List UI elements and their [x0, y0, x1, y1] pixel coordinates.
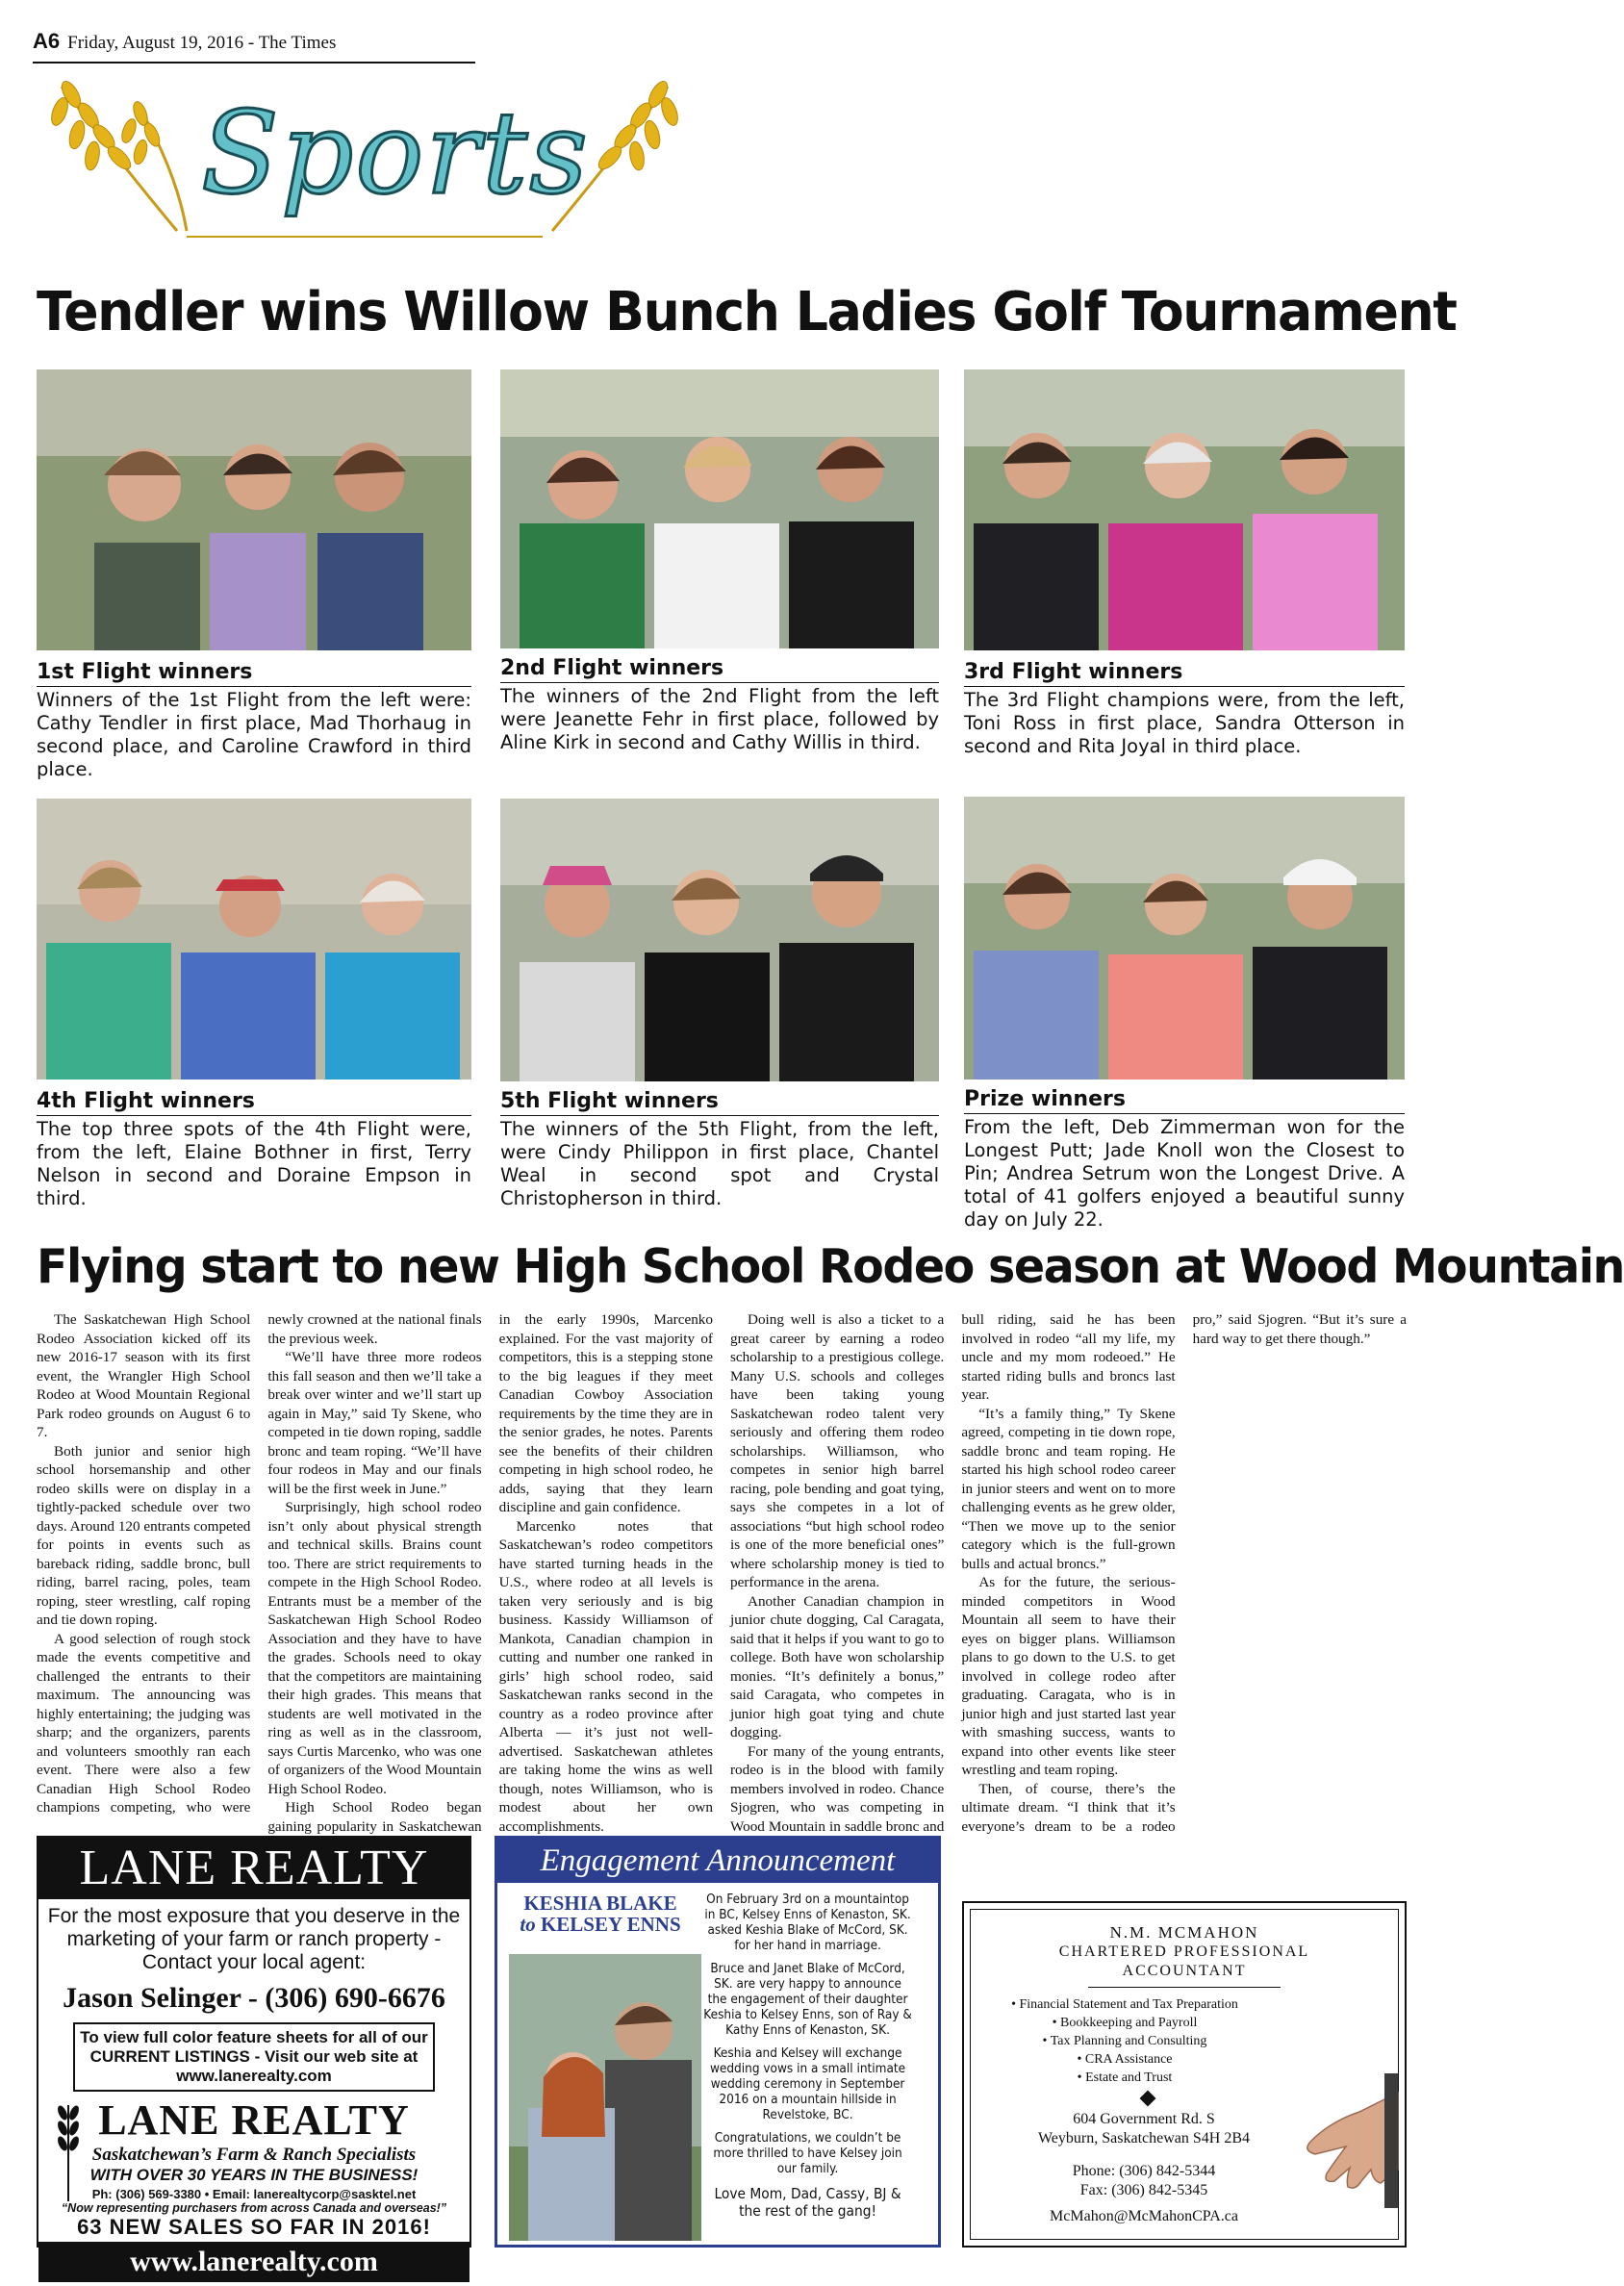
handshake-icon [1292, 2054, 1398, 2227]
caption-title-4: 4th Flight winners [37, 1089, 471, 1116]
mcmahon-phone: Phone: (306) 842-5344 [1072, 2163, 1216, 2179]
article-paragraph: Another Canadian champion in junior chute dogging, Cal Caragata, said that it helps if you want to go to college. Both have won scholarship monies. “It’s definitely a bonus,” said Caragata, who competes in junior high goat tying and chute dogging. [729, 1592, 945, 1740]
lane-agent: Jason Selinger - (306) 690-6676 [63, 1982, 445, 2014]
lane-realty-name: LANE REALTY [38, 1838, 469, 1899]
caption-title-3: 3rd Flight winners [964, 660, 1405, 687]
article-paragraph: “We’ll have three more rodeos this fall season and then we’ll take a break over winter and we’ll start up again in May,” said Ty Skene, who competed in tie down roping, saddle bronc and team roping. “We’ll have four rodeos in May and our finals will be the first week in June.” [267, 1349, 482, 1497]
photo-2nd-flight [500, 369, 939, 648]
rodeo-article [37, 1310, 1407, 1849]
article-paragraph: “It’s a family thing,” Ty Skene agreed, competing in tie down rope, saddle bronc and team roping. He started his high school rodeo career in junior steers and went on to more challenging events as he grew older, “Then we move up to the senior category which is the full-grown bulls and actual broncs.” [961, 1405, 1176, 1572]
service-item: • CRA Assistance [1077, 2052, 1173, 2067]
rodeo-headline: Flying start to new High School Rodeo season at Wood Mountain [37, 1239, 1624, 1294]
article-paragraph: Doing well is also a ticket to a great career by earning a rodeo scholarship to a prestigious college. Many U.S. schools and colleges have been taking young Saskatchewan rodeo talent very seriously and offering them rodeo scholarships. Williamson, who competes in senior high barrel racing, pole bending and goat tying, says she competes in a lot of associations “but high school rodeo is one of the more beneficial ones” where scholarship money is tied to performance in the arena. [729, 1311, 945, 1590]
caption-title-2: 2nd Flight winners [500, 656, 939, 683]
lane-reach: “Now representing purchasers from across Canada and overseas!” [61, 2201, 447, 2215]
mcmahon-title-2: ACCOUNTANT [1122, 1963, 1247, 1979]
service-item: • Tax Planning and Consulting [1042, 2034, 1207, 2048]
article-paragraph: Both junior and senior high school horsemanship and other rodeo skills were on display in a tightly-packed schedule over two days. Around 120 entrants competed for points in events such as bareback riding, saddle bronc, bull riding, barrel racing, poles, team roping, steer wrestling, calf roping and tie down roping. [37, 1442, 251, 1628]
mcmahon-address-1: 604 Government Rd. S [1073, 2111, 1215, 2127]
engagement-text [703, 1892, 912, 2227]
lane-realty-ad [37, 1836, 471, 2277]
mcmahon-name: N.M. MCMAHON [1109, 1923, 1259, 1942]
service-item: • Financial Statement and Tax Preparation [1011, 1997, 1238, 2012]
lane-contact: Ph: (306) 569-3380 • Email: lanerealtycorp@sasktel.net [91, 2187, 417, 2201]
caption-title-6: Prize winners [964, 1087, 1405, 1114]
lane-listing-note: To view full color feature sheets for all of our CURRENT LISTINGS - Visit our web site at www.lanerealty.com [73, 2022, 435, 2092]
caption-title-5: 5th Flight winners [500, 1089, 939, 1116]
caption-text-5: The winners of the 5th Flight, from the left, were Cindy Philippon in first place, Chantel Weal in second spot and Crystal Christopherson in third. [500, 1118, 939, 1209]
service-item: • Bookkeeping and Payroll [1052, 2016, 1198, 2030]
engagement-photo [509, 1954, 701, 2241]
caption-text-3: The 3rd Flight champions were, from the left, Toni Ross in first place, Sandra Otterson in second and Rita Joyal in third place. [964, 689, 1405, 757]
engagement-names [509, 1892, 692, 1935]
article-paragraph: Surprisingly, high school rodeo isn’t only about physical strength and technical skills. Brains count too. There are strict requirements to compete in the High School Rodeo. Entrants must be a member of the Saskatchewan High School Rodeo Association and they have to have the grades. Schools need to okay that the competitors are maintaining their high grades. This means that students are well motivated in the ring as well as in the classroom, says Curtis Marcenko, who was one of organizers of the Wood Mountain High School Rodeo. [267, 1499, 482, 1797]
section-title: Sports [201, 87, 590, 219]
photo-5th-flight [500, 799, 939, 1081]
article-paragraph: A good selection of rough stock made the events competitive and challenged the entrants to their maximum. The announcing was highly entertaining; the judging was sharp; and the organizers, parents and volunteers smoothly ran each event. There were also a few Canadian High School Rodeo champions competing, who were newly crowned at the national finals the previous week. [37, 1311, 482, 1816]
mcmahon-title-1: CHARTERED PROFESSIONAL [1058, 1943, 1310, 1960]
article-paragraph: High School Rodeo began gaining popularity in Saskatchewan in the early 1990s, Marcenko explained. For the vast majority of competitors, this is a stepping stone to the big leagues if they meet Canadian Cowboy Association requirements by the time they are in the senior grades, he notes. Parents see the benefits of their children competing in high school rodeo, he adds, saying that they learn discipline and gain confidence. [267, 1311, 713, 1835]
page-folio [33, 29, 475, 64]
engagement-p1: On February 3rd on a mountaintop in BC, Kelsey Enns of Kenaston, SK. asked Keshia Blake of McCord, SK. for her hand in marriage. [704, 1892, 911, 1953]
wheat-icon [44, 2096, 92, 2201]
article-paragraph: Then, of course, there’s the ultimate dream. “I think that it’s everyone’s dream to be a rodeo pro,” said Sjogren. “But it’s sure a hard way to get there though.” [961, 1311, 1407, 1835]
caption-text-1: Winners of the 1st Flight from the left were: Cathy Tendler in first place, Mad Thorhaug in second place, and Caroline Crawford in third place. [37, 689, 471, 780]
photo-4th-flight [37, 799, 471, 1080]
article-paragraph: For many of the young entrants, rodeo is in the blood with family members involved in rodeo. Chance Sjogren, who was competing in Wood Mountain in saddle bronc and bull riding, said he has been involved in rodeo “all my life, my uncle and my mom rodeoed.” He started riding bulls and broncs last year. [729, 1311, 1176, 1835]
lane-experience: WITH OVER 30 YEARS IN THE BUSINESS! [89, 2166, 419, 2184]
engagement-heading: Engagement Announcement [497, 1839, 938, 1883]
caption-text-4: The top three spots of the 4th Flight were, from the left, Elaine Bothner in first, Terry Nelson in second and Doraine Empson in third. [37, 1118, 471, 1209]
mcmahon-email: McMahon@McMahonCPA.ca [1050, 2208, 1238, 2224]
mcmahon-services [971, 1995, 1240, 2087]
lane-sales: 63 NEW SALES SO FAR IN 2016! [77, 2215, 431, 2239]
photo-prize-winners [964, 797, 1405, 1080]
mcmahon-address-2: Weyburn, Saskatchewan S4H 2B4 [1037, 2130, 1250, 2146]
engagement-p3: Keshia and Kelsey will exchange wedding vows in a small intimate wedding ceremony in September 2016 on a mountain hillside in Revelstoke, BC. [709, 2046, 906, 2122]
photo-1st-flight [37, 369, 471, 650]
lane-logo: LANE REALTY [98, 2096, 410, 2144]
engagement-p4: Congratulations, we couldn’t be more thrilled to have Kelsey join our family. [713, 2131, 902, 2176]
caption-text-2: The winners of the 2nd Flight from the left were Jeanette Fehr in first place, followed by Aline Kirk in second and Cathy Willis in third. [500, 685, 939, 753]
engagement-sign: Love Mom, Dad, Cassy, BJ & the rest of the gang! [714, 2185, 901, 2220]
lane-url: www.lanerealty.com [38, 2242, 469, 2282]
golf-headline: Tendler wins Willow Bunch Ladies Golf Tournament [37, 281, 1457, 343]
caption-text-6: From the left, Deb Zimmerman won for the Longest Putt; Jade Knoll won the Closest to Pin; Andrea Setrum won the Longest Drive. A total of 41 golfers enjoyed a beautiful sunny day on July 22. [964, 1116, 1405, 1231]
article-paragraph: The Saskatchewan High School Rodeo Association kicked off its new 2016-17 season with its first event, the Wrangler High School Rodeo at Wood Mountain Regional Park rodeo grounds on August 6 to 7. [37, 1311, 251, 1440]
service-item: • Estate and Trust [1077, 2070, 1173, 2085]
lane-tagline: Saskatchewan’s Farm & Ranch Specialists [91, 2145, 417, 2165]
engagement-name-2 [509, 1914, 692, 1935]
mcmahon-ad [962, 1901, 1407, 2248]
section-banner [33, 67, 697, 250]
engagement-name-1: KESHIA BLAKE [523, 1892, 677, 1915]
lane-pitch: For the most exposure that you deserve in the marketing of your farm or ranch property - Contact your local agent: [47, 1905, 461, 1973]
engagement-name-2-text: KELSEY ENNS [540, 1913, 681, 1936]
mcmahon-fax: Fax: (306) 842-5345 [1079, 2182, 1208, 2198]
caption-title-1: 1st Flight winners [37, 660, 471, 687]
diamond-icon [1140, 2091, 1156, 2107]
article-paragraph: Marcenko notes that Saskatchewan’s rodeo competitors have started turning heads in the U.S., where rodeo at all levels is taken very seriously and is big business. Kassidy Williamson of Mankota, Canadian champion in cutting and number one ranked in girls’ high school rodeo, said Saskatchewan ranks second in the country as a rodeo province after Alberta — it’s just not well-advertised. Saskatchewan athletes are taking home the wins as well though, notes Williamson, who is modest about her own accomplishments. [498, 1517, 713, 1835]
engagement-p2: Bruce and Janet Blake of McCord, SK. are very happy to announce the engagement of their daughter Keshia to Kelsey Enns, son of Ray & Kathy Enns of Kenaston, SK. [703, 1962, 912, 2038]
page-number: A6 [33, 29, 61, 53]
dateline: Friday, August 19, 2016 - The Times [67, 33, 337, 53]
photo-3rd-flight [964, 369, 1405, 650]
engagement-to: to [520, 1913, 536, 1936]
engagement-ad [495, 1836, 941, 2248]
article-paragraph: As for the future, the serious-minded competitors in Wood Mountain all seem to have their eyes on bigger plans. Williamson plans to go down to the U.S. to get involved in college rodeo after graduating. Caragata, who is in junior high and just started last year with smashing success, wants to expand into other events like steer wrestling and team roping. [961, 1574, 1176, 1778]
